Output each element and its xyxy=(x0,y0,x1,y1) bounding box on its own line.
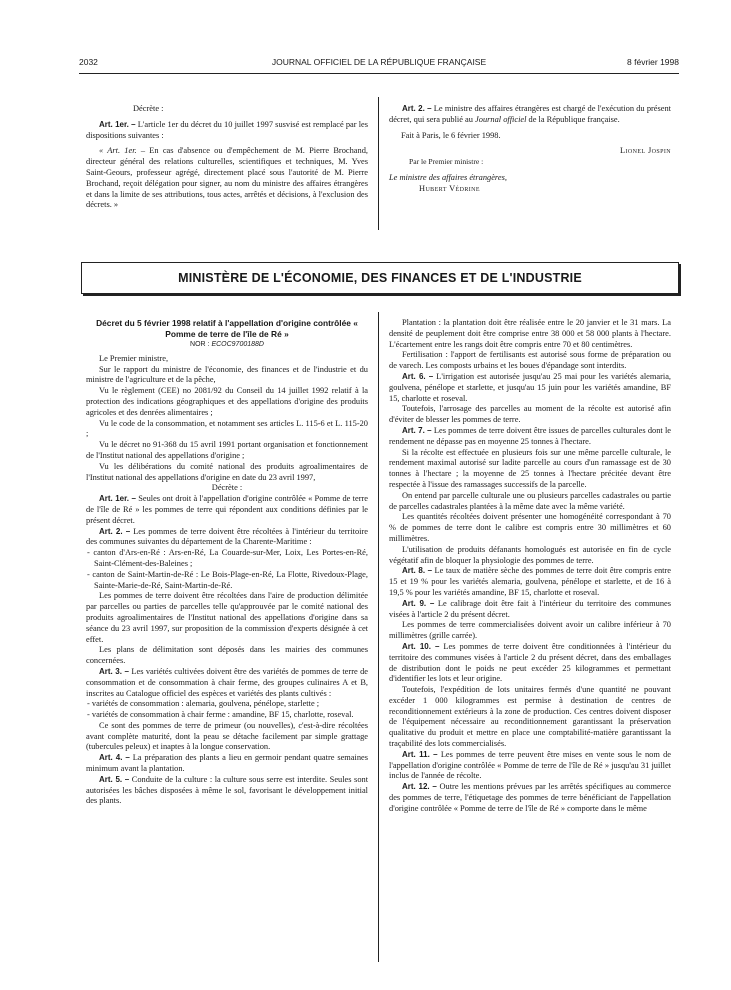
issue-date: 8 février 1998 xyxy=(627,57,679,67)
top-right-column xyxy=(389,104,671,195)
article-label: Art. 1er. – xyxy=(99,119,136,129)
article-label: Art. 7. – xyxy=(402,425,432,435)
paragraph: Les quantités récoltées doivent présenter une homogénéité correspondant à 70 % de pommes de terre dont le calibre est compris entre 30 millimètres et 60 millimètres. xyxy=(389,512,671,543)
paragraph: Les pommes de terre doivent être récoltées dans l'aire de production délimitée par parcelles ou parties de parcelles telle qu'approuvée par le comité national des produits agroalimentaires de l'Institut national des appellations d'origine dans sa séance du 23 avril 1997, sur proposition de la commission d'experts désignée à cet effet. xyxy=(86,591,368,644)
article-label: Art. 1er. – xyxy=(99,494,136,504)
decree-column-divider xyxy=(378,312,379,962)
article-1-quote: « Art. 1er. – En cas d'absence ou d'empêchement de M. Pierre Brochand, directeur général des relations culturelles, scientifiques et techniques, M. Yves Saint-Geours, professeur agrégé, directement placé sous l'autorité de M. Pierre Brochand, reçoit délégation pour signer, au nom du ministre des affaires étrangères et dans la limite de ses attributions, tous actes, arrêtés et décisions, à l'exclusion des décrets. » xyxy=(86,146,368,210)
paragraph: Les pommes de terre commercialisées doivent avoir un calibre inférieur à 70 millimètres (grille carrée). xyxy=(389,620,671,641)
paragraph: Toutefois, l'expédition de lots unitaires fermés d'une quantité ne pouvant excéder 1 000 kilogrammes est permise à destination de centres de reconditionnement extérieurs à la zone de production. Ces centres doivent disposer de l'équipement nécessaire au reconditionnement garantissant la préservation qualitative du produit et mettre en place une comptabilité-matière garantissant la traçabilité des lots commercialisés. xyxy=(389,685,671,749)
article-paragraph: Art. 4. – La préparation des plants a lieu en germoir pendant quatre semaines minimum avant la plantation. xyxy=(86,753,369,774)
list-item: - canton de Saint-Martin-de-Ré : Le Bois-Plage-en-Ré, La Flotte, Rivedoux-Plage, Sainte-Marie-de-Ré, Saint-Martin-de-Ré. xyxy=(87,569,368,590)
paragraph: Toutefois, l'arrosage des parcelles au moment de la récolte est autorisé afin d'éviter de blesser les pommes de terre. xyxy=(389,404,671,425)
decree-right-column xyxy=(389,318,671,815)
page-number: 2032 xyxy=(79,57,98,67)
paragraph: Vu les délibérations du comité national des produits agroalimentaires de l'Institut national des appellations d'origine en date du 23 avril 1997, xyxy=(86,461,368,482)
ministry-banner: MINISTÈRE DE L'ÉCONOMIE, DES FINANCES ET DE L'INDUSTRIE xyxy=(81,262,679,294)
paragraph: Fertilisation : l'apport de fertilisants est autorisé sous forme de préparation ou de varech. Les composts urbains et les boues d'épandage sont interdits. xyxy=(389,350,671,371)
article-paragraph: Art. 11. – Les pommes de terre peuvent être mises en vente sous le nom de l'appellation d'origine contrôlée « Pomme de terre de l'île de Ré » jusqu'au 31 juillet inclus de l'année de récolte. xyxy=(389,749,671,781)
article-label: Art. 4. – xyxy=(99,753,130,763)
decrete-heading: Décrète : xyxy=(133,104,164,113)
paragraph: Vu le décret no 91-368 du 15 avril 1991 portant organisation et fonctionnement de l'Institut national des appellations d'origine ; xyxy=(86,440,368,460)
article-label: Art. 3. – xyxy=(99,666,129,676)
journal-title: JOURNAL OFFICIEL DE LA RÉPUBLIQUE FRANÇAISE xyxy=(271,57,487,67)
paragraph: Plantation : la plantation doit être réalisée entre le 20 janvier et le 31 mars. La densité de peuplement doit être comprise entre 38 000 et 58 000 plants à l'hectare. L'écartement entre les rangs doit être compris entre 70 et 80 centimètres. xyxy=(389,318,671,349)
list-item: - variétés de consommation à chair ferme : amandine, BF 15, charlotte, roseval. xyxy=(87,710,354,720)
top-left-column xyxy=(86,104,368,211)
decree-left-column xyxy=(86,318,368,807)
article-paragraph: Art. 3. – Les variétés cultivées doivent être des variétés de pommes de terre de consommation et de consommation à chair ferme, des groupes culinaires A et B, inscrites au Catalogue officiel des espèces et variétés des plants cultivés : xyxy=(86,666,369,698)
paragraph: Si la récolte est effectuée en plusieurs fois sur une même parcelle culturale, le rendement maximal autorisé sur ladite parcelle au cours d'un ramassage est de 30 tonnes à l'hectare ; la moyenne de 25 tonnes à l'hectare précitée devant être respectée à l'issue des ramassages successifs de la parcelle. xyxy=(389,447,671,489)
par-le-premier-ministre: Par le Premier ministre : xyxy=(409,157,484,167)
article-label: Art. 10. – xyxy=(402,641,440,651)
paragraph: Les plans de délimitation sont déposés dans les mairies des communes concernées. xyxy=(86,645,368,666)
article-paragraph: Art. 7. – Les pommes de terre doivent être issues de parcelles culturales dont le rendement ne dépasse pas en moyenne 25 tonnes à l'hectare. xyxy=(389,425,671,446)
article-label: Art. 11. – xyxy=(402,749,438,759)
place-date: Fait à Paris, le 6 février 1998. xyxy=(401,130,501,140)
article-label: Art. 8. – xyxy=(402,566,433,576)
article-paragraph: Art. 5. – Conduite de la culture : la culture sous serre est interdite. Seules sont autorisées les bâches disposées à même le sol, favorisant le développement initial des plants. xyxy=(86,774,369,806)
article-paragraph: Art. 2. – Les pommes de terre doivent être récoltées à l'intérieur du territoire des communes suivantes du département de la Charente-Maritime : xyxy=(86,526,368,547)
header-rule xyxy=(79,73,679,74)
paragraph: Ce sont des pommes de terre de primeur (ou nouvelles), c'est-à-dire récoltées avant complète maturité, dont la peau se détache facilement par simple grattage (tubercules peleux) et inaptes à la longue conservation. xyxy=(86,720,368,752)
nor-reference: NOR : ECOC9700188D xyxy=(190,341,264,348)
article-paragraph: Art. 12. – Outre les mentions prévues par les arrêtés spécifiques au commerce des pommes de terre, l'étiquetage des pommes de terre bénéficiant de l'appellation d'origine contrôlée « Pomme de terre de l'île de Ré » comporte dans le même xyxy=(389,782,671,813)
paragraph: Vu le règlement (CEE) no 2081/92 du Conseil du 14 juillet 1992 relatif à la protection des indications géographiques et des appellations d'origine des produits agricoles et des denrées alimentaires ; xyxy=(86,386,368,417)
list-item: - variétés de consommation : alemaria, goulvena, pénélope, starlette ; xyxy=(87,699,320,709)
article-paragraph: Art. 6. – L'irrigation est autorisée jusqu'au 25 mai pour les variétés alemaria, goulvena, pénélope et starlette, et jusqu'au 15 juin pour les variétés amandine, BF 15, charlotte et roseval. xyxy=(389,371,672,403)
article-2: Art. 2. – Le ministre des affaires étrangères est chargé de l'exécution du présent décret, qui sera publié au Journal officiel de la République française. xyxy=(389,104,672,124)
article-label: Art. 6. – xyxy=(402,371,434,381)
decrete-heading: Décrète : xyxy=(211,483,243,493)
paragraph: On entend par parcelle culturale une ou plusieurs parcelles cadastrales ou partie de parcelles cadastrales plantées à la même date avec la même variété. xyxy=(389,490,671,511)
article-label: Art. 9. – xyxy=(402,598,435,608)
article-paragraph: Art. 1er. – Seules ont droit à l'appellation d'origine contrôlée « Pomme de terre de l'île de Ré » les pommes de terre qui répondent aux conditions définies par le présent décret. xyxy=(86,494,369,525)
article-paragraph: Art. 9. – Le calibrage doit être fait à l'intérieur du territoire des communes visées à l'article 2 du présent décret. xyxy=(389,598,672,619)
minister-title: Le ministre des affaires étrangères, xyxy=(389,172,507,182)
paragraph: Sur le rapport du ministre de l'économie, des finances et de l'industrie et du ministre de l'agriculture et de la pêche, xyxy=(86,364,368,385)
article-label: Art. 5. – xyxy=(99,774,130,784)
paragraph: L'utilisation de produits défanants homologués est autorisée en fin de cycle végétatif afin de bloquer la physiologie des pommes de terre. xyxy=(389,544,671,565)
list-item: - canton d'Ars-en-Ré : Ars-en-Ré, La Couarde-sur-Mer, Loix, Les Portes-en-Ré, Saint-Clément-des-Baleines ; xyxy=(87,548,368,568)
paragraph: Vu le code de la consommation, et notamment ses articles L. 115-6 et L. 115-20 ; xyxy=(86,418,368,439)
article-label: Art. 2. – xyxy=(99,526,131,536)
paragraph: Le Premier ministre, xyxy=(99,353,169,363)
signatory: Lionel Jospin xyxy=(619,146,671,156)
decree-title: Décret du 5 février 1998 relatif à l'appellation d'origine contrôlée « Pomme de terre de l'île de Ré » xyxy=(96,318,358,339)
article-1: Art. 1er. – L'article 1er du décret du 10 juillet 1997 susvisé est remplacé par les dispositions suivantes : xyxy=(86,119,369,140)
minister-name: Hubert Védrine xyxy=(419,183,480,193)
article-paragraph: Art. 10. – Les pommes de terre doivent être conditionnées à l'intérieur du territoire des communes visées à l'article 2 du présent décret, dans des emballages de distribution dont le poids ne peut excéder 25 kilogrammes et permettant d'identifier les lots et leur origine. xyxy=(389,641,672,684)
top-column-divider xyxy=(378,97,379,230)
article-label: Art. 12. – xyxy=(402,782,437,792)
page-header xyxy=(79,57,679,71)
article-paragraph: Art. 8. – Le taux de matière sèche des pommes de terre doit être compris entre 15 et 19 % pour les variétés alemaria, goulvena, pénélope et starlette, et de 16 à 19,5 % pour les variétés amandine, BF 15, charlotte et roseval. xyxy=(389,566,672,597)
